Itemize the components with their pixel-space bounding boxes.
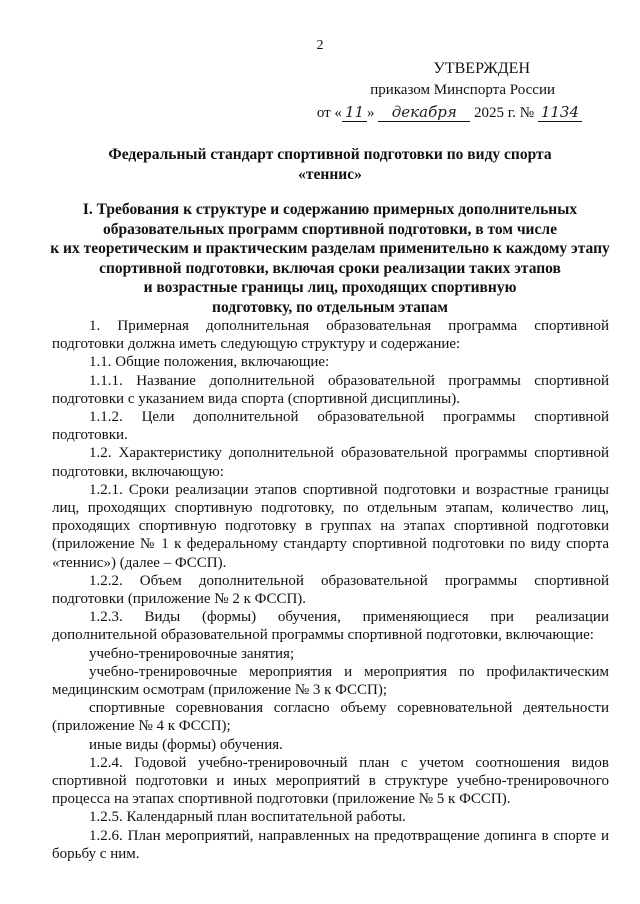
approval-date [317,103,582,122]
paragraph: 1.1.1. Название дополнительной образовательной программы спортивной подготовки с указанием вида спорта (спортивной дисциплины). [52,372,609,407]
paragraph: иные виды (формы) обучения. [89,736,283,753]
date-year: 2025 г. № [474,105,535,121]
date-month: декабря [378,103,470,122]
paragraph: 1.2.3. Виды (формы) обучения, применяющиеся при реализации дополнительной образовательной программы спортивной подготовки, включающие: [52,609,609,644]
paragraph: 1.1. Общие положения, включающие: [89,354,330,371]
paragraph: учебно-тренировочные мероприятия и мероприятия по профилактическим медицинским осмотрам (приложение № 3 к ФССП); [52,663,609,699]
approval-title: УТВЕРЖДЕН [433,60,530,77]
paragraph: 1.2.4. Годовой учебно-тренировочный план с учетом соотношения видов спортивной подготовки и иных мероприятий в структуре учебно-тренировочного процесса на этапах спортивной подготовки (приложение № 5 к ФССП). [52,754,609,808]
order-number: 1134 [538,103,582,122]
paragraph: спортивные соревнования согласно объему соревновательной деятельности (приложение № 4 к ФССП); [52,700,609,735]
date-day: 11 [342,103,367,122]
paragraph: 1.2.2. Объем дополнительной образовательной программы спортивной подготовки (приложение № 2 к ФССП). [52,572,609,608]
paragraph: учебно-тренировочные занятия; [89,645,295,662]
paragraph: 1.2.6. План мероприятий, направленных на предотвращение допинга в спорте и борьбу с ним. [52,827,609,862]
section-title-line: к их теоретическим и практическим разделам применительно к каждому этапу [50,240,610,257]
page-number: 2 [316,38,324,53]
section-title-line: и возрастные границы лиц, проходящих спортивную [143,279,517,296]
section-title-line: спортивной подготовки, включая сроки реализации таких этапов [99,259,561,277]
approval-order: приказом Минспорта России [370,82,555,98]
paragraph: 1.1.2. Цели дополнительной образовательной программы спортивной подготовки. [52,409,609,444]
document-title-line: «теннис» [298,166,362,183]
section-title-line: образовательных программ спортивной подготовки, в том числе [103,220,557,238]
paragraph: 1.2.1. Сроки реализации этапов спортивной подготовки и возрастные границы лиц, проходящих спортивную подготовку, по отдельным этапам, количество лиц, проходящих спортивную подготовку в группах на этапах спортивной подготовки (приложение № 1 к федеральному стандарту спортивной подготовки по виду спорта «теннис») (далее – ФССП). [52,481,609,571]
document-body [52,317,609,863]
paragraph: 1.2.5. Календарный план воспитательной работы. [89,809,406,826]
document-title-line: Федеральный стандарт спортивной подготовки по виду спорта [108,146,552,163]
section-title-line: I. Требования к структуре и содержанию примерных дополнительных [82,201,578,218]
paragraph: 1. Примерная дополнительная образовательная программа спортивной подготовки должна иметь следующую структуру и содержание: [52,318,609,353]
date-mid: » [367,105,375,121]
document-title [50,145,610,185]
section-title-line: подготовку, по отдельным этапам [212,298,448,316]
date-prefix: от « [316,105,342,121]
paragraph: 1.2. Характеристику дополнительной образовательной программы спортивной подготовки, включающую: [52,445,609,480]
section-title [40,200,620,317]
